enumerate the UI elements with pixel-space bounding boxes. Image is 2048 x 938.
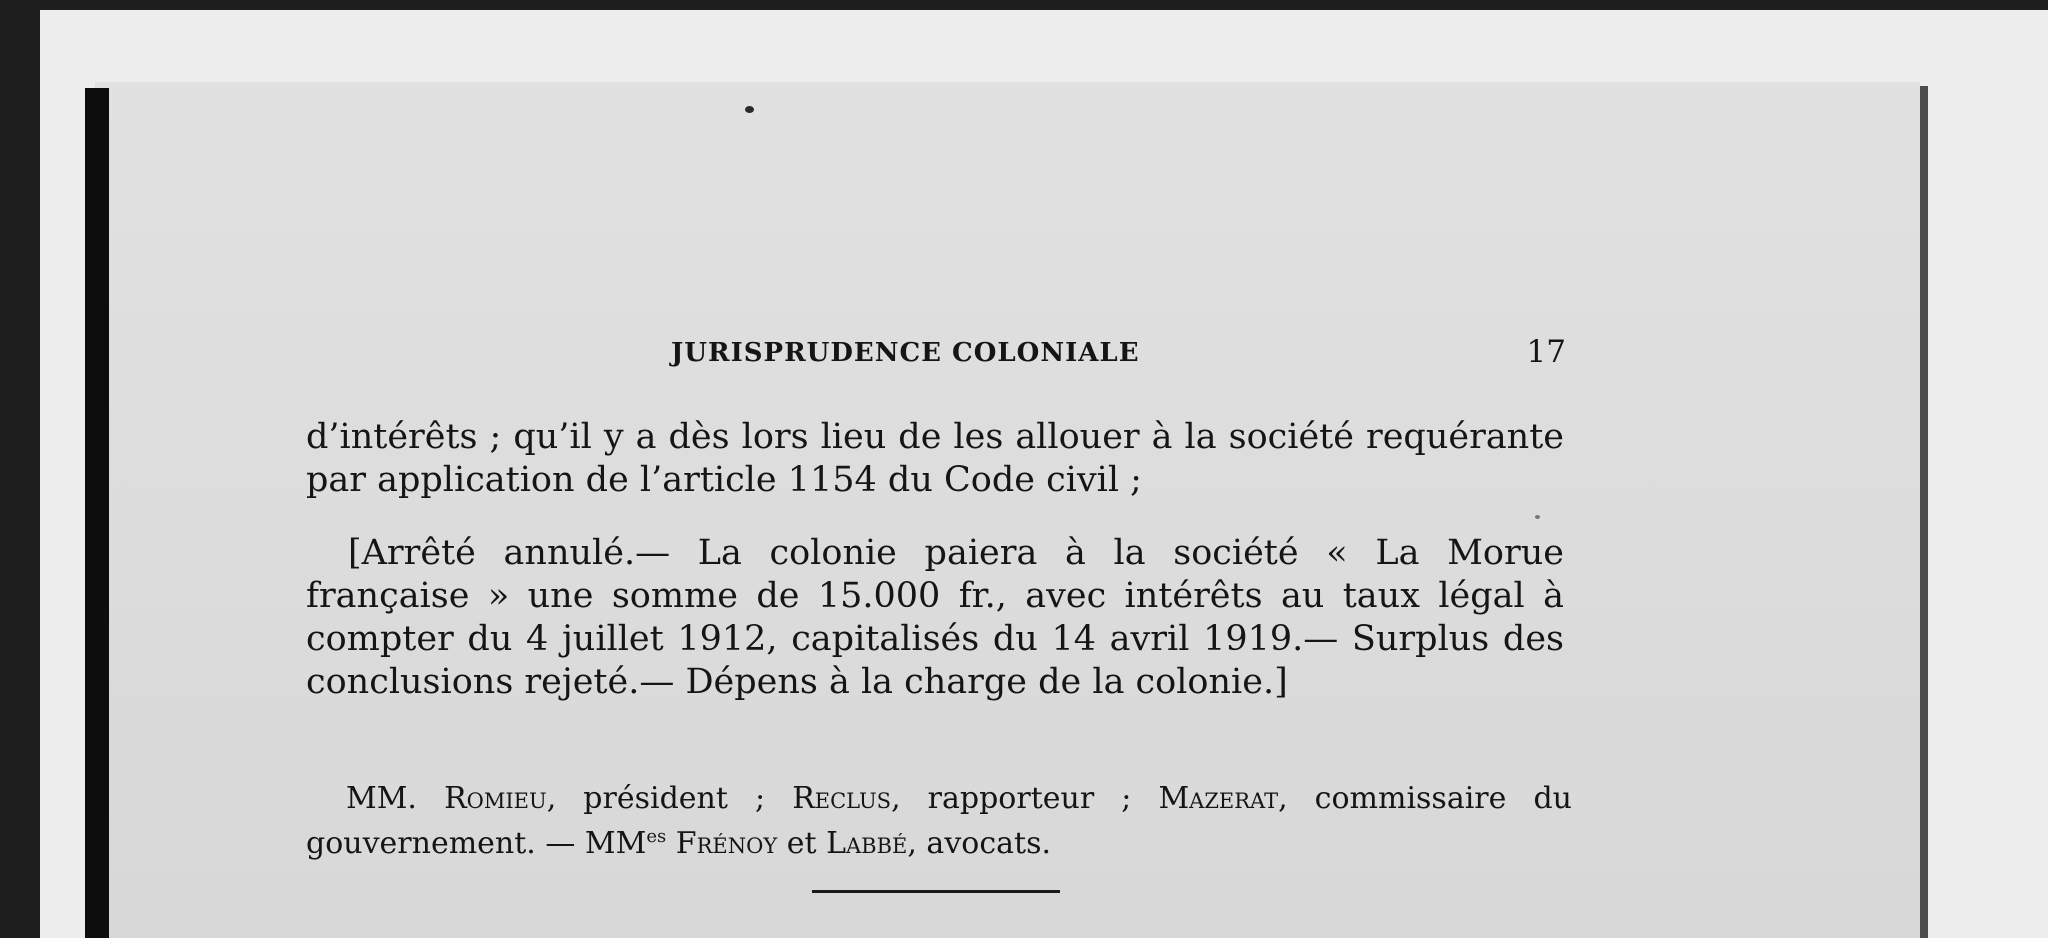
conjunction: et xyxy=(777,826,827,861)
running-head: JURISPRUDENCE COLONIALE xyxy=(671,338,1140,368)
commissaire-name: Mazerat xyxy=(1158,781,1279,816)
paragraph: [Arrêté annulé.— La colonie paiera à la société « La Morue française » une somme de 15.000 fr., avec intérêts au taux légal à compter du 4 juillet 1912, capitalisés du 14 avril 1919.— Surplus des conclusions rejeté.— Dépens à la charge de la colonie.] xyxy=(306,533,1564,702)
ink-speck xyxy=(1535,515,1540,519)
binding-edge xyxy=(85,88,109,938)
avocat-name: Labbé xyxy=(826,826,908,861)
page-edge xyxy=(1920,86,1928,938)
rapporteur-role: , rapporteur ; xyxy=(891,781,1132,816)
section-rule xyxy=(812,890,1060,893)
plural-suffix: es xyxy=(646,826,667,847)
page-number: 17 xyxy=(1526,334,1566,370)
signatories-lead: MM. xyxy=(346,781,417,816)
president-role: , président ; xyxy=(546,781,766,816)
avocats-role: , avocats. xyxy=(907,826,1052,861)
president-name: Romieu xyxy=(444,781,547,816)
page-header xyxy=(306,334,1566,374)
rapporteur-name: Reclus xyxy=(792,781,892,816)
avocat-name: Frénoy xyxy=(675,826,778,861)
commissaire-role: , commissaire du gouvernement. — MM xyxy=(306,781,1572,861)
paragraph: d’intérêts ; qu’il y a dès lors lieu de les allouer à la société requérante par application de l’article 1154 du Code civil ; xyxy=(306,417,1564,500)
ink-speck xyxy=(745,106,754,113)
signatories xyxy=(306,780,1572,863)
